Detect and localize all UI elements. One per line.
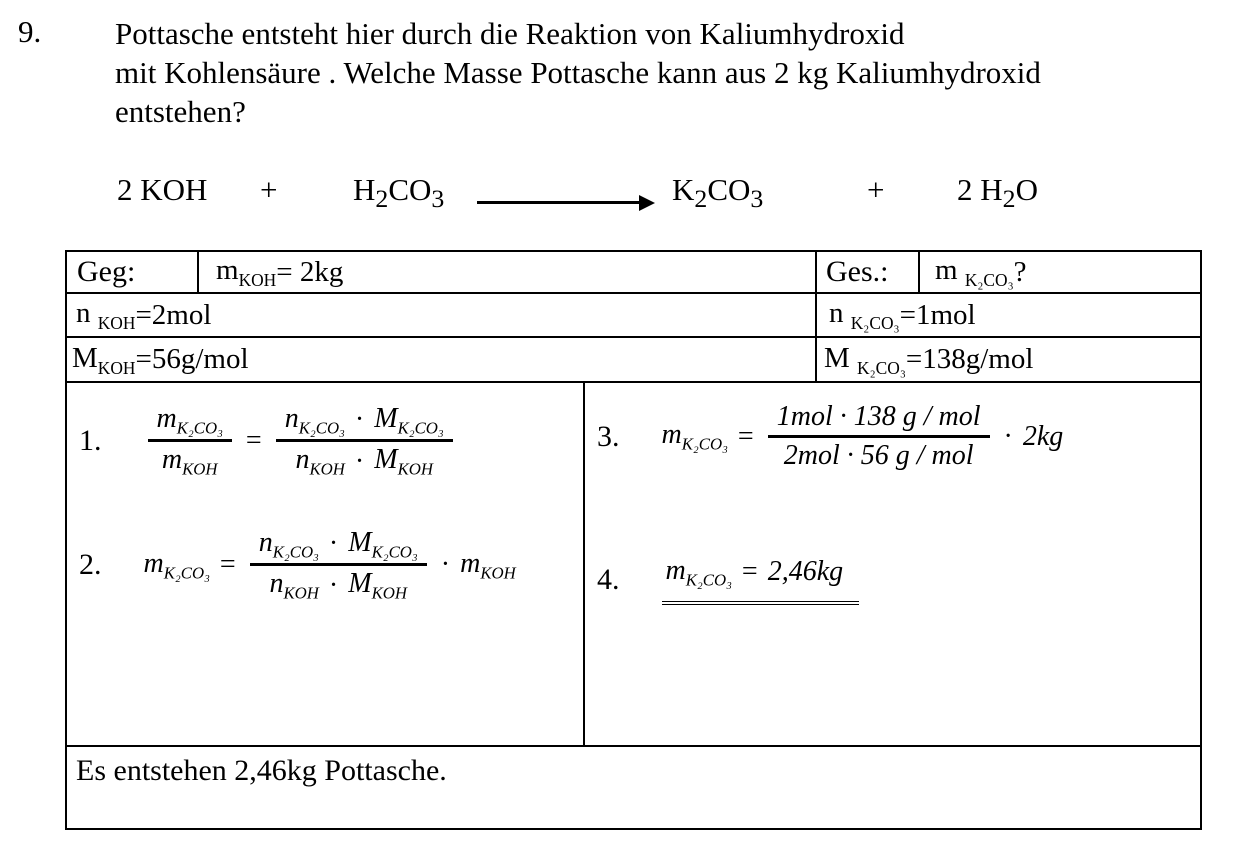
equation-reactant-h2co3: $H_2CO_3$ [353,172,445,214]
sought-value-cell: m $_{K_2CO_3}$ ? [935,254,1027,291]
reaction-arrow-shaft [477,201,647,204]
calculation-step-1 [79,401,457,481]
calculation-step-2 [79,525,516,605]
equation-reactant-koh: 2 KOH [117,172,208,207]
calculation-right-cell [585,383,1200,745]
n-k2co3-cell: n $_{K_2CO_3}$ =1mol [829,297,976,334]
question-text [115,14,1215,131]
equation-product-h2o: 2 $H_2O$ [957,172,1038,214]
molar-mass-row [67,338,1200,383]
molar-mass-k2co3-cell: M $_{K_2CO_3}$ =138g/mol [824,341,1034,378]
step-2-label: 2. [79,547,102,581]
molar-mass-koh-cell: $M_{KOH}$ =56g/mol [67,338,817,381]
calculation-left-cell [67,383,585,745]
conclusion-row [67,747,1200,828]
sought-label-cell: Ges.: [817,252,920,292]
equation-product-k2co3: $K_2CO_3$ [672,172,764,214]
step-1-formula: $\frac{m_{K_2CO_3}}{m_{KOH}}$ = $n_{K_2CO_3}$ · $M_{K_2CO_3}$ $n_{KOH}$ · $M_{KOH}$ [144,401,457,481]
n-koh-cell: n $_{KOH}$ =2mol [67,294,817,336]
question-line-1: Pottasche entsteht hier durch die Reaktion von Kaliumhydroxid [115,16,905,51]
calculation-step-4 [597,555,859,605]
step-2-formula: $m_{K_2CO_3}$ = $n_{K_2CO_3}$ · $M_{K_2CO_3}$ $n_{KOH}$ · $M_{KOH}$ · $m_{KOH}$ [143,527,516,603]
moles-row [67,294,1200,338]
equation-plus-sign-1: + [260,172,278,207]
calculation-section [67,383,1200,747]
step-4-result-formula: $m_{K_2CO_3}$ = 2,46kg [662,555,860,605]
step-1-label: 1. [79,423,102,457]
step-3-formula: $m_{K_2CO_3}$ = $\frac{\text{1mol · 138 g / mol}}{\text{2mol · 56 g / mol}}$ · 2kg [661,401,1064,471]
step-3-label: 3. [597,419,620,453]
reaction-arrow-icon [477,195,655,211]
question-line-2: mit Kohlensäure . Welche Masse Pottasche kann aus 2 kg Kaliumhydroxid [115,55,1041,90]
question-line-3: entstehen? [115,94,246,129]
given-label-cell: Geg: [67,252,199,292]
question-number: 9. [18,14,42,49]
given-value-cell: $m_{KOH}$ = 2kg [199,252,817,292]
given-sought-row [67,252,1200,294]
equation-plus-sign-2: + [867,172,885,207]
calculation-step-3 [597,399,1063,474]
step-4-label: 4. [597,563,620,597]
solution-table [65,250,1202,830]
reaction-arrow-head [639,195,655,211]
conclusion-text: Es entstehen 2,46kg Pottasche. [76,754,447,787]
